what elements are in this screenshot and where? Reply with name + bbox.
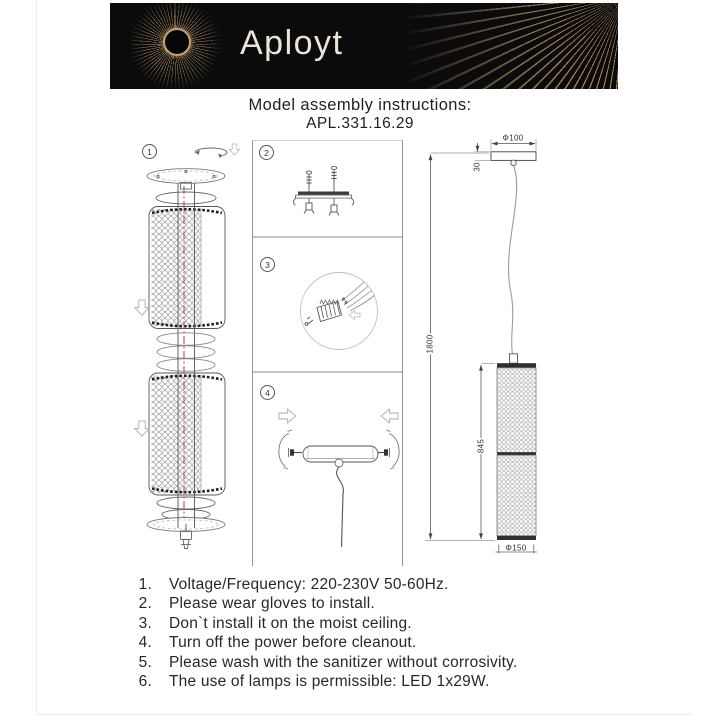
step-number-badge: 3 (260, 257, 275, 272)
step1-drawing (135, 144, 240, 549)
corner-rays-fade (383, 3, 618, 89)
instruction-text: The use of lamps is permissible: LED 1x29W. (169, 673, 490, 691)
step2-drawing (294, 166, 354, 215)
page-title: Model assembly instructions: (248, 96, 472, 114)
step3-drawing (301, 273, 378, 350)
step-number-badge: 1 (142, 144, 157, 159)
down-arrow-icon (135, 300, 149, 315)
starburst-core (163, 28, 191, 56)
instruction-item (131, 594, 517, 613)
instruction-text: Please wear gloves to install. (169, 595, 375, 613)
suspension-cable (508, 166, 516, 355)
instruction-number: 5. (138, 653, 152, 671)
brand-banner (110, 3, 618, 89)
instruction-text: Don`t install it on the moist ceiling. (169, 614, 412, 632)
instruction-item (131, 633, 517, 652)
dimension-label-overall-height: 1800 (425, 334, 435, 354)
panel-grid (253, 140, 403, 566)
instruction-number: 6. (138, 673, 152, 691)
instruction-item (131, 672, 517, 691)
dimension-label-shade-height: 845 (476, 438, 486, 454)
step-number-badge: 2 (259, 145, 274, 160)
dimension-label-shade-diameter: Φ150 (505, 543, 527, 553)
starburst-logo-icon (130, 3, 220, 89)
scan-artifact-bottom-line (36, 714, 691, 715)
down-arrow-icon (135, 421, 149, 436)
instruction-number: 1. (138, 576, 152, 593)
rotation-arrow-icon (195, 148, 227, 155)
instruction-item (131, 575, 517, 594)
instruction-number: 2. (138, 595, 152, 613)
instruction-item (131, 653, 517, 672)
instruction-item (131, 614, 517, 633)
step4-drawing (279, 409, 399, 547)
instruction-text: Please wash with the sanitizer without corrosivity. (169, 653, 518, 671)
wires (341, 282, 375, 311)
step-number-badge: 4 (260, 385, 275, 400)
right-arrow-icon (279, 409, 296, 423)
dimension-label-canopy-diameter: Φ100 (502, 133, 524, 143)
assembly-diagram (0, 130, 720, 600)
pendant-dimension-drawing (425, 139, 537, 553)
instruction-number: 4. (138, 634, 152, 652)
left-arrow-icon (349, 311, 360, 320)
dimension-label-canopy-height: 30 (472, 162, 482, 172)
instruction-number: 3. (138, 614, 152, 632)
instruction-text: Voltage/Frequency: 220-230V 50-60Hz. (169, 576, 449, 593)
model-number: APL.331.16.29 (306, 114, 414, 132)
down-arrow-icon (229, 144, 239, 155)
instruction-list (131, 575, 517, 691)
instruction-text: Turn off the power before cleanout. (169, 634, 417, 652)
brand-wordmark: Aployt (240, 24, 344, 62)
left-arrow-icon (381, 409, 398, 423)
